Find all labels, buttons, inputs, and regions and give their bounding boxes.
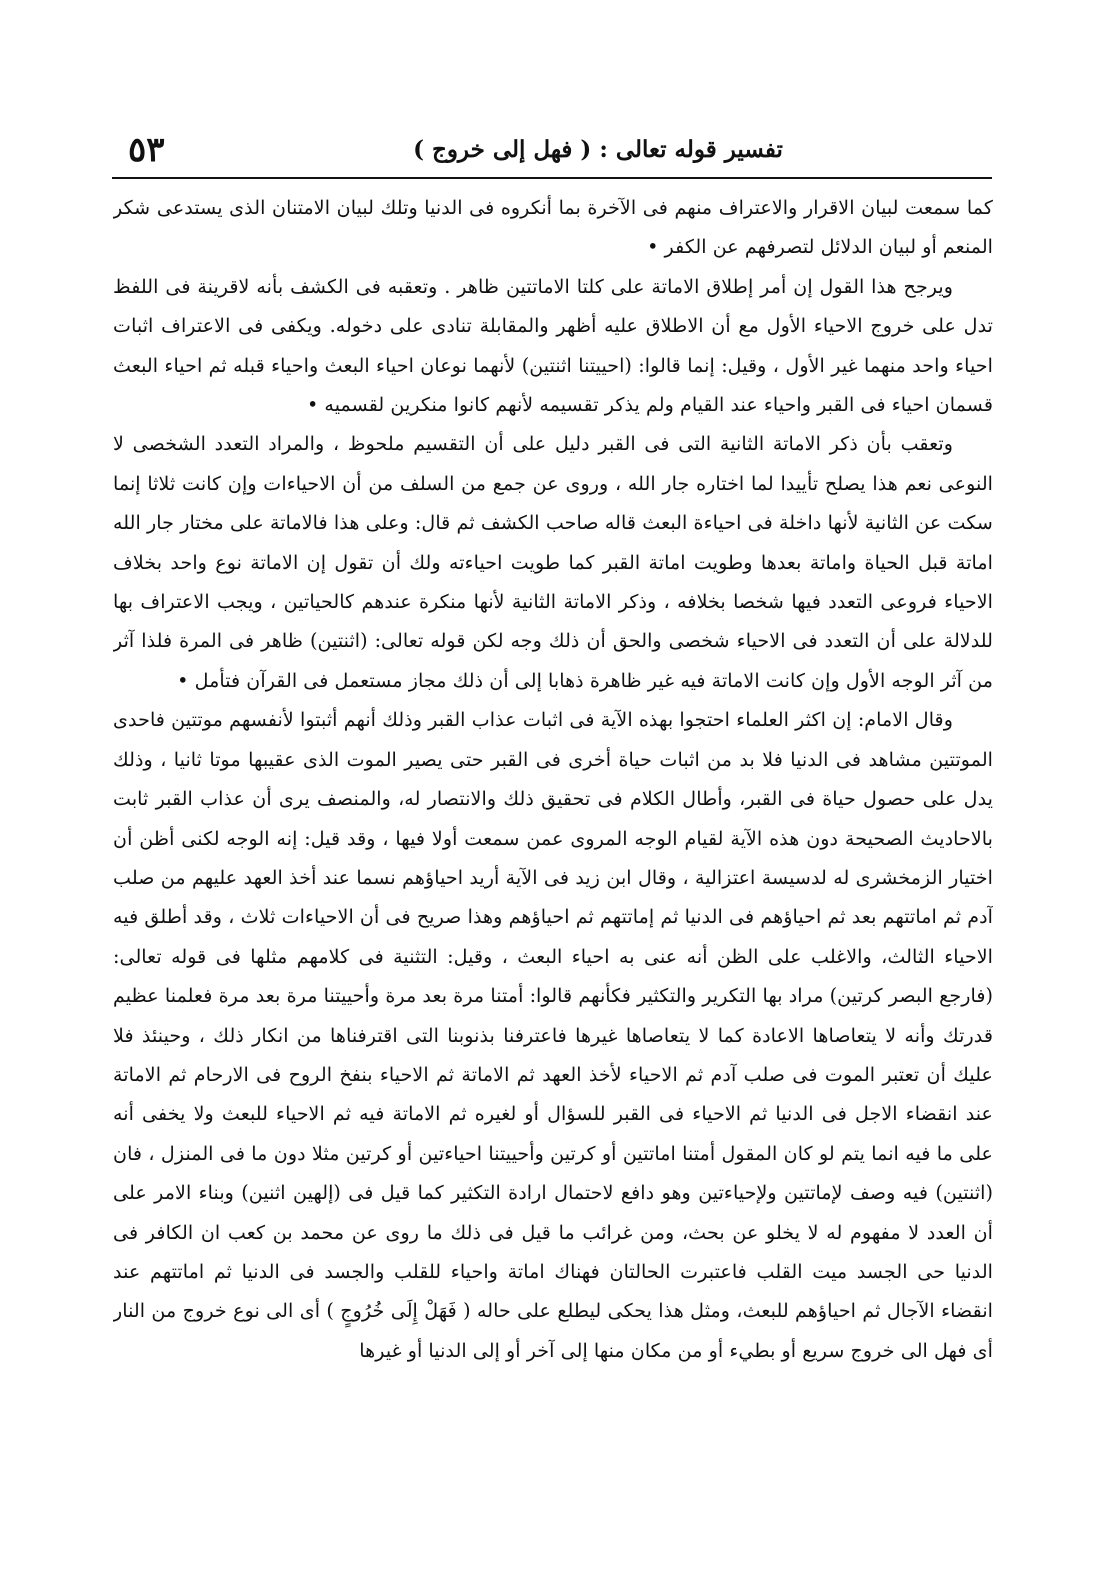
header-rule	[112, 177, 992, 179]
paragraph: ويرجح هذا القول إن أمر إطلاق الاماتة على كلتا الاماتتين ظاهر . وتعقبه فى الكشف بأنه لاقرينة فى اللفظ تدل على خروج الاحياء الأول مع أن الاطلاق عليه أظهر والمقابلة تنادى على دخوله. ويكفى فى الاعتراف اثبات احياء واحد منهما غير الأول ، وقيل: إنما قالوا: (احييتنا اثنتين) لأنهما نوعان احياء البعث واحياء قبله ثم احياء البعث قسمان احياء فى القبر واحياء عند القيام ولم يذكر تقسيمه لأنهم كانوا منكرين لقسميه •	[113, 274, 993, 417]
page-header	[118, 128, 990, 176]
paragraph: كما سمعت لبيان الاقرار والاعتراف منهم فى الآخرة بما أنكروه فى الدنيا وتلك لبيان الامتنان الذى يستدعى شكر المنعم أو لبيان الدلائل لتصرفهم عن الكفر •	[113, 196, 993, 259]
running-title: تفسير قوله تعالى : ( فهل إلى خروج )	[413, 136, 783, 163]
paragraph: وقال الامام: إن اكثر العلماء احتجوا بهذه الآية فى اثبات عذاب القبر وذلك أنهم أثبتوا لأنفسهم موتتين فاحدى الموتتين مشاهد فى الدنيا فلا بد من اثبات حياة أخرى فى القبر حتى يصير الموت الذى عقيبها موتا ثانيا ، وذلك يدل على حصول حياة فى القبر، وأطال الكلام فى تحقيق ذلك والانتصار له، والمنصف يرى أن عذاب القبر ثابت بالاحاديث الصحيحة دون هذه الآية لقيام الوجه المروى عمن سمعت أولا فيها ، وقد قيل: إنه الوجه لكنى أظن أن اختيار الزمخشرى له لدسيسة اعتزالية ، وقال ابن زيد فى الآية أريد احياؤهم نسما عند أخذ العهد عليهم من صلب آدم ثم اماتتهم بعد ثم احياؤهم فى الدنيا ثم إماتتهم ثم احياؤهم وهذا صريح فى أن الاحياءات ثلاث ، وقد أطلق فيه الاحياء الثالث، والاغلب على الظن أنه عنى به احياء البعث ، وقيل: التثنية فى كلامهم مثلها فى قوله تعالى: (فارجع البصر كرتين) مراد بها التكرير والتكثير فكأنهم قالوا: أمتنا مرة بعد مرة وأحييتنا مرة بعد مرة فعلمنا عظيم قدرتك وأنه لا يتعاصاها الاعادة كما لا يتعاصاها غيرها فاعترفنا بذنوبنا التى اقترفناها من انكار ذلك ، وحينئذ فلا عليك أن تعتبر الموت فى صلب آدم ثم الاحياء لأخذ العهد ثم الاماتة ثم الاحياء بنفخ الروح فى الارحام ثم الاماتة عند انقضاء الاجل فى الدنيا ثم الاحياء فى القبر للسؤال أو لغيره ثم الاماتة فيه ثم الاحياء للبعث ولا يخفى أنه على ما فيه انما يتم لو كان المقول أمتنا اماتتين أو كرتين وأحييتنا احياءتين أو كرتين مثلا دون ما فى المنزل ، فان (اثنتين) فيه وصف لإماتتين ولإحياءتين وهو دافع لاحتمال ارادة التكثير كما قيل فى (إلهين اثنين) وبناء الامر على أن العدد لا مفهوم له لا يخلو عن بحث، ومن غرائب ما قيل فى ذلك ما روى عن محمد بن كعب ان الكافر فى الدنيا حى الجسد ميت القلب فاعتبرت الحالتان فهناك اماتة واحياء للقلب والجسد فى الدنيا ثم اماتتهم عند انقضاء الآجال ثم احياؤهم للبعث، ومثل هذا يحكى ليطلع على حاله ( فَهَلْ إِلَى خُرُوجٍ ) أى الى نوع خروج من النار أى فهل الى خروج سريع أو بطيء أو من مكان منها إلى آخر أو إلى الدنيا أو غيرها	[113, 708, 993, 1362]
page-number: ٥٣	[128, 130, 165, 170]
body-text	[113, 188, 993, 1568]
paragraph: وتعقب بأن ذكر الاماتة الثانية التى فى القبر دليل على أن التقسيم ملحوظ ، والمراد التعدد الشخصى لا النوعى نعم هذا يصلح تأييدا لما اختاره جار الله ، وروى عن جمع من السلف من أن الاحياءات وإن كانت ثلاثا إنما سكت عن الثانية لأنها داخلة فى احياءة البعث قاله صاحب الكشف ثم قال: وعلى هذا فالاماتة على مختار جار الله اماتة قبل الحياة واماتة بعدها وطويت اماتة القبر كما طويت احياءته ولك أن تقول إن الاماتة نوع واحد بخلاف الاحياء فروعى التعدد فيها شخصا بخلافه ، وذكر الاماتة الثانية لأنها منكرة عندهم كالحياتين ، ويجب الاعتراف بها للدلالة على أن التعدد فى الاحياء شخصى والحق أن ذلك وجه لكن قوله تعالى: (اثنتين) ظاهر فى المرة فلذا آثر من آثر الوجه الأول وإن كانت الاماتة فيه غير ظاهرة ذهابا إلى أن ذلك مجاز مستعمل فى القرآن فتأمل •	[113, 432, 993, 692]
